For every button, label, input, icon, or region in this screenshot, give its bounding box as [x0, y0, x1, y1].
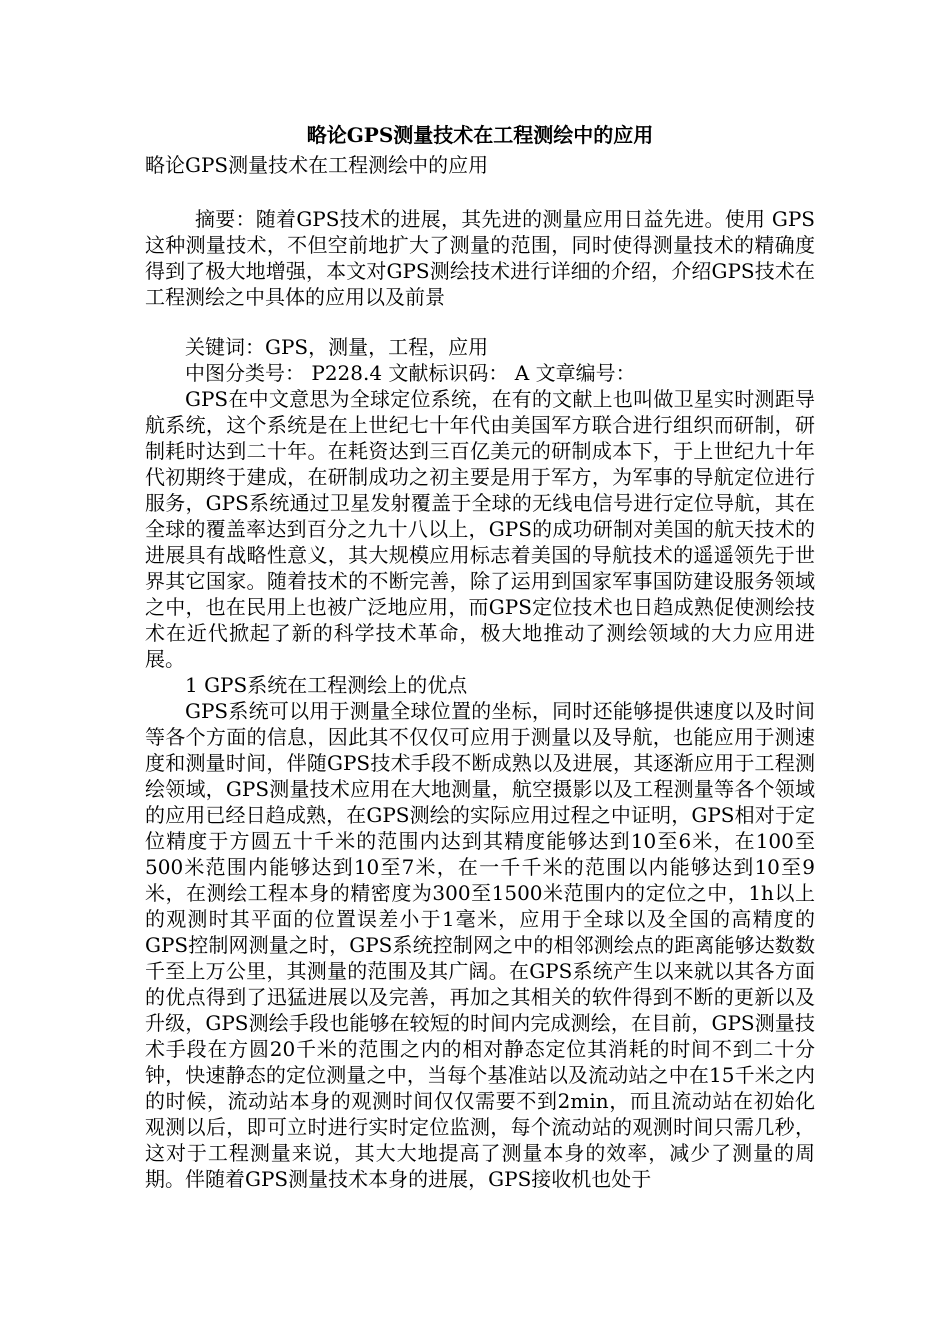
classification-line: 中图分类号： P228.4 文献标识码： A 文章编号： — [185, 361, 636, 385]
abstract-paragraph: 摘要：随着GPS技术的进展，其先进的测量应用日益先进。使用 GPS这种测量技术，不但空前地扩大了测量的范围，同时使得测量技术的精确度得到了极大地增强，本文对GPS测绘技术进行详细的介绍，介绍GPS技术在工程测绘之中具体的应用以及前景 — [145, 207, 815, 309]
keywords-line: 关键词：GPS，测量，工程，应用 — [185, 335, 489, 359]
body-paragraph-2: GPS系统可以用于测量全球位置的坐标，同时还能够提供速度以及时间等各个方面的信息，因此其不仅仅可应用于测量以及导航，也能应用于测速度和测量时间，伴随GPS技术手段不断成熟以及进展，其逐渐应用于工程测绘领域，GPS测量技术应用在大地测量，航空摄影以及工程测量等各个领域的应用已经日趋成熟，在GPS测绘的实际应用过程之中证明，GPS相对于定位精度于方圆五十千米的范围内达到其精度能够达到10至6米，在100至500米范围内能够达到10至7米，在一千千米的范围以内能够达到10至9米，在测绘工程本身的精密度为300至1500米范围内的定位之中，1h以上的观测时其平面的位置误差小于1毫米，应用于全球以及全国的高精度的GPS控制网测量之时，GPS系统控制网之中的相邻测绘点的距离能够达数数千至上万公里，其测量的范围及其广阔。在GPS系统产生以来就以其各方面的优点得到了迅猛进展以及完善，再加之其相关的软件得到不断的更新以及升级，GPS测绘手段也能够在较短的时间内完成测绘，在目前，GPS测量技术手段在方圆20千米的范围之内的相对静态定位其消耗的时间不到二十分钟，快速静态的定位测量之中，当每个基准站以及流动站之中在15千米之内的时候，流动站本身的观测时间仅仅需要不到2min，而且流动站在初始化观测以后，即可立时进行实时定位监测，每个流动站的观测时间只需几秒，这对于工程测量来说，其大大地提高了测量本身的效率，减少了测量的周期。伴随着GPS测量技术本身的进展，GPS接收机也处于 — [145, 699, 815, 1191]
section-heading-1: 1 GPS系统在工程测绘上的优点 — [185, 673, 468, 697]
document-title: 略论GPS测量技术在工程测绘中的应用 — [306, 123, 654, 147]
document-page — [145, 120, 815, 1192]
body-paragraph-1: GPS在中文意思为全球定位系统，在有的文献上也叫做卫星实时测距导航系统，这个系统是在上世纪七十年代由美国军方联合进行组织而研制，研制耗时达到二十年。在耗资达到三百亿美元的研制成本下，于上世纪九十年代初期终于建成，在研制成功之初主要是用于军方，为军事的导航定位进行服务，GPS系统通过卫星发射覆盖于全球的无线电信号进行定位导航，其在全球的覆盖率达到百分之九十八以上，GPS的成功研制对美国的航天技术的进展具有战略性意义，其大规模应用标志着美国的导航技术的遥遥领先于世界其它国家。随着技术的不断完善，除了运用到国家军事国防建设服务领域之中，也在民用上也被广泛地应用，而GPS定位技术也日趋成熟促使测绘技术在近代掀起了新的科学技术革命，极大地推动了测绘领域的大力应用进展。 — [145, 387, 815, 671]
document-subtitle: 略论GPS测量技术在工程测绘中的应用 — [145, 153, 489, 177]
